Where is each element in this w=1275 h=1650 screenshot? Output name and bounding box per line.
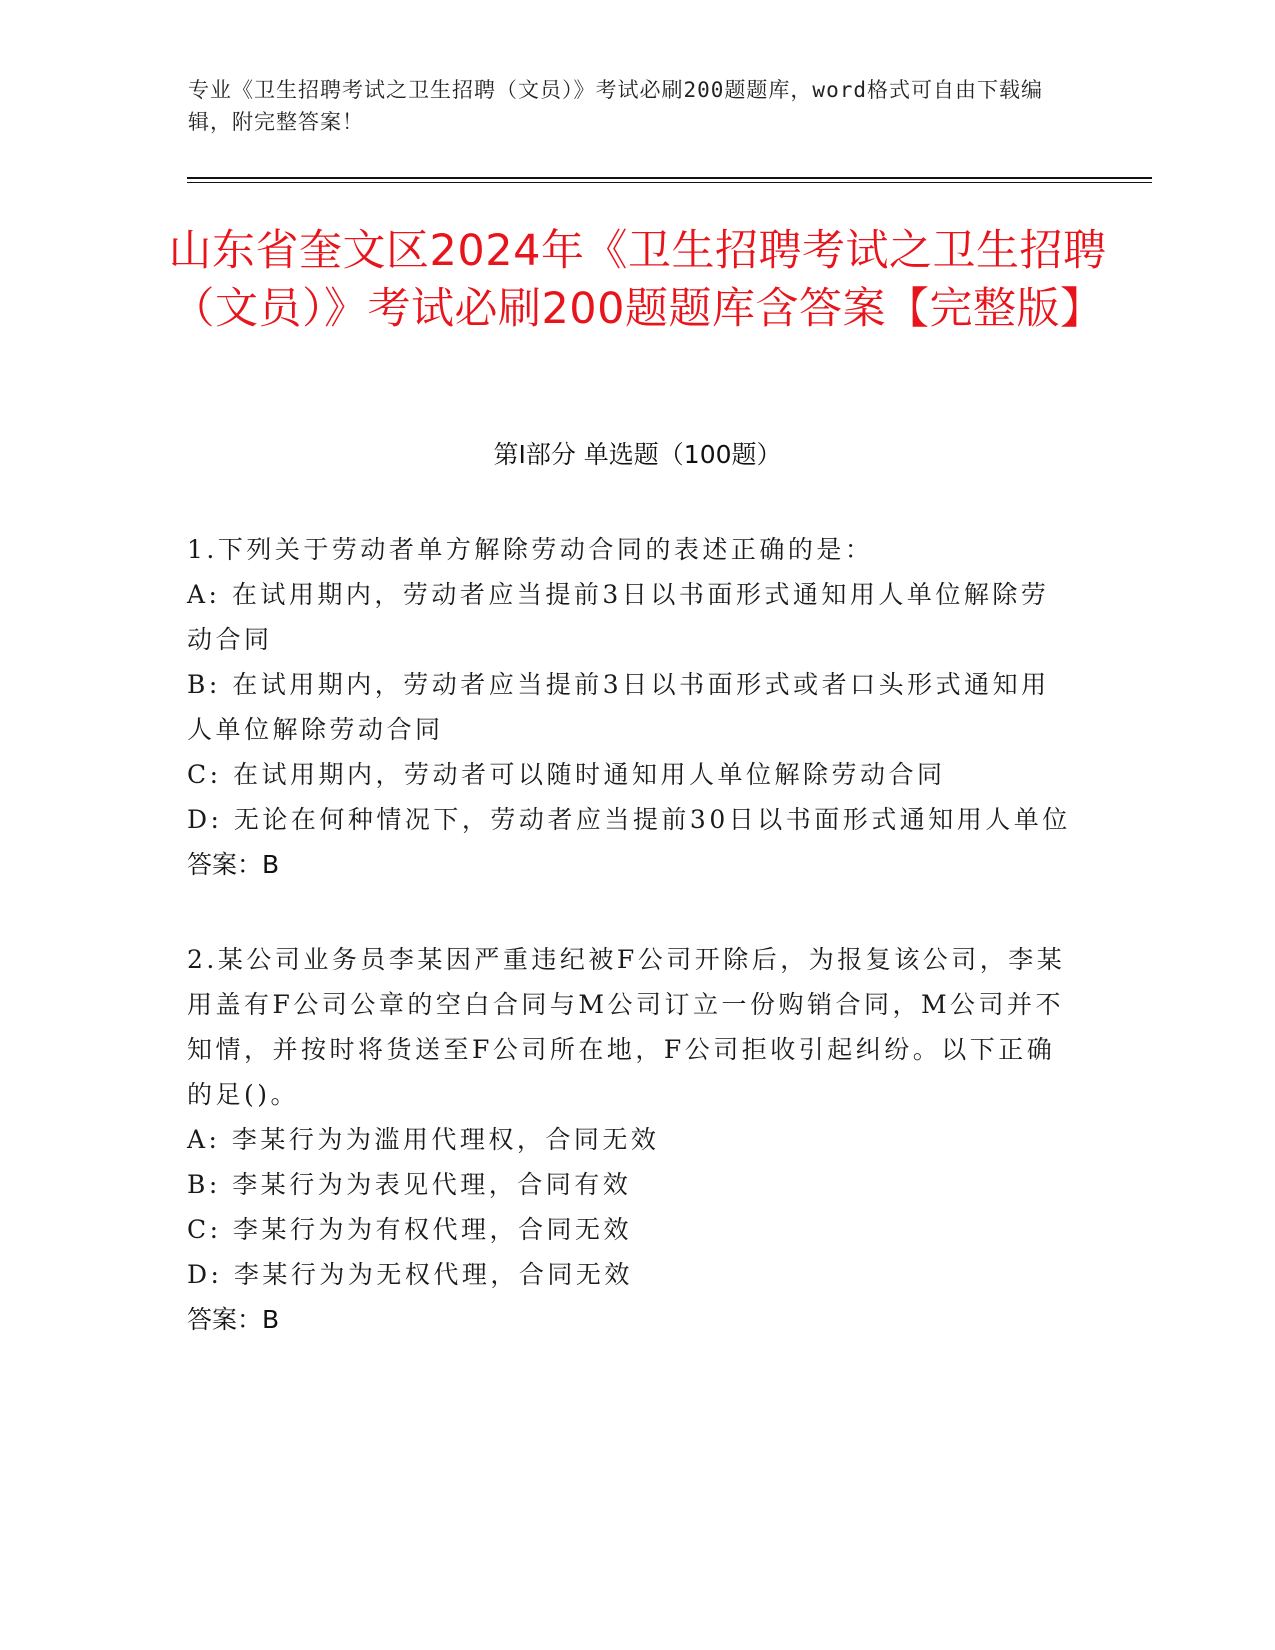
option-c: C: 在试用期内，劳动者可以随时通知用人单位解除劳动合同 bbox=[187, 760, 946, 789]
option-d: D: 李某行为为无权代理，合同无效 bbox=[187, 1260, 633, 1289]
answer-line: 答案：B bbox=[187, 1305, 280, 1334]
header-divider-thick bbox=[187, 177, 1152, 179]
option-a: A: 李某行为为滥用代理权，合同无效 bbox=[187, 1125, 660, 1154]
section-title: 第Ⅰ部分 单选题（100题） bbox=[493, 440, 782, 469]
header-divider-thin bbox=[187, 182, 1152, 183]
document-title: 山东省奎文区2024年《卫生招聘考试之卫生招聘（文员）》考试必刷200题题库含答案【完整版】 bbox=[168, 226, 1107, 334]
question-stem: 1.下列关于劳动者单方解除劳动合同的表述正确的是： bbox=[187, 535, 874, 564]
question-stem: 2.某公司业务员李某因严重违纪被F公司开除后，为报复该公司，李某用盖有F公司公章的空白合同与M公司订立一份购销合同，M公司并不知情，并按时将货送至F公司所在地，F公司拒收引起纠纷。以下正确的足()。 bbox=[187, 945, 1066, 1109]
option-b: B: 在试用期内，劳动者应当提前3日以书面形式或者口头形式通知用人单位解除劳动合同 bbox=[187, 670, 1050, 744]
answer-line: 答案：B bbox=[187, 850, 280, 879]
option-d: D: 无论在何种情况下，劳动者应当提前30日以书面形式通知用人单位 bbox=[187, 805, 1071, 834]
question-list bbox=[187, 527, 1077, 1392]
header-note: 专业《卫生招聘考试之卫生招聘（文员）》考试必刷200题题库，word格式可自由下载编辑，附完整答案！ bbox=[188, 78, 1043, 134]
option-a: A: 在试用期内，劳动者应当提前3日以书面形式通知用人单位解除劳动合同 bbox=[187, 580, 1050, 654]
question-item bbox=[187, 527, 1077, 887]
option-c: C: 李某行为为有权代理，合同无效 bbox=[187, 1215, 632, 1244]
question-item bbox=[187, 937, 1077, 1342]
option-b: B: 李某行为为表见代理，合同有效 bbox=[187, 1170, 632, 1199]
